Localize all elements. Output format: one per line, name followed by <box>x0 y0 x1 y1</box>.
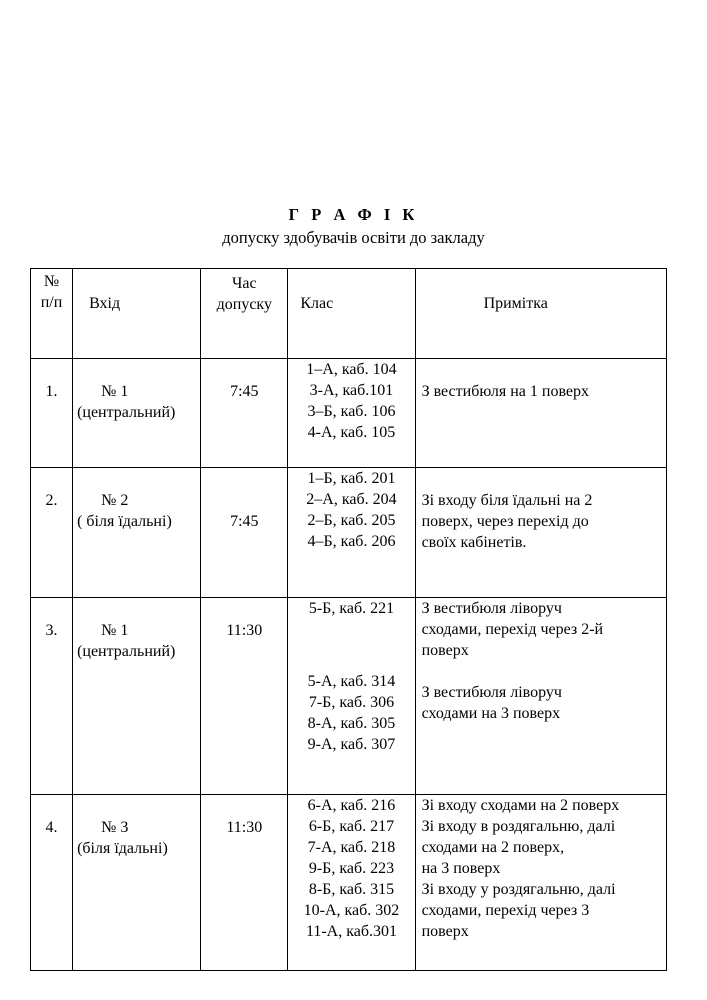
row-entry: № 2 ( біля їдальні) <box>73 468 201 598</box>
row-number: 2. <box>31 468 73 598</box>
row-entry: № 3 (біля їдальні) <box>73 795 201 971</box>
table-row <box>31 598 667 795</box>
row-note: З вестибюля ліворуч сходами, перехід через 2-й поверх З вестибюля ліворуч сходами на 3 поверх <box>415 598 666 795</box>
row-time: 11:30 <box>201 795 288 971</box>
row-time: 7:45 <box>201 468 288 598</box>
row-classes: 6-А, каб. 216 6-Б, каб. 217 7-А, каб. 218 9-Б, каб. 223 8-Б, каб. 315 10-А, каб. 302 11-А, каб.301 <box>288 795 415 971</box>
header-note: Примітка <box>415 269 666 359</box>
header-entry: Вхід <box>73 269 201 359</box>
table-row <box>31 359 667 468</box>
header-number: № п/п <box>31 269 73 359</box>
row-classes: 1–А, каб. 104 3-А, каб.101 3–Б, каб. 106 4-А, каб. 105 <box>288 359 415 468</box>
schedule-table <box>30 268 667 971</box>
table-row <box>31 468 667 598</box>
row-entry: № 1 (центральний) <box>73 598 201 795</box>
row-note: З вестибюля на 1 поверх <box>415 359 666 468</box>
header-class: Клас <box>288 269 415 359</box>
document-title: Г Р А Ф І К <box>288 205 419 224</box>
row-note: Зі входу сходами на 2 поверх Зі входу в роздягальню, далі сходами на 2 поверх, на 3 поверх Зі входу у роздягальню, далі сходами, перехід через 3 поверх <box>415 795 666 971</box>
row-time: 7:45 <box>201 359 288 468</box>
row-classes: 5-Б, каб. 221 5-А, каб. 314 7-Б, каб. 306 8-А, каб. 305 9-А, каб. 307 <box>288 598 415 795</box>
document-subtitle: допуску здобувачів освіти до закладу <box>222 228 485 247</box>
row-time: 11:30 <box>201 598 288 795</box>
row-entry: № 1 (центральний) <box>73 359 201 468</box>
header-time: Час допуску <box>201 269 288 359</box>
row-number: 4. <box>31 795 73 971</box>
row-classes: 1–Б, каб. 201 2–А, каб. 204 2–Б, каб. 205 4–Б, каб. 206 <box>288 468 415 598</box>
row-number: 3. <box>31 598 73 795</box>
row-note: Зі входу біля їдальні на 2 поверх, через перехід до своїх кабінетів. <box>415 468 666 598</box>
table-header-row <box>31 269 667 359</box>
table-row <box>31 795 667 971</box>
row-number: 1. <box>31 359 73 468</box>
